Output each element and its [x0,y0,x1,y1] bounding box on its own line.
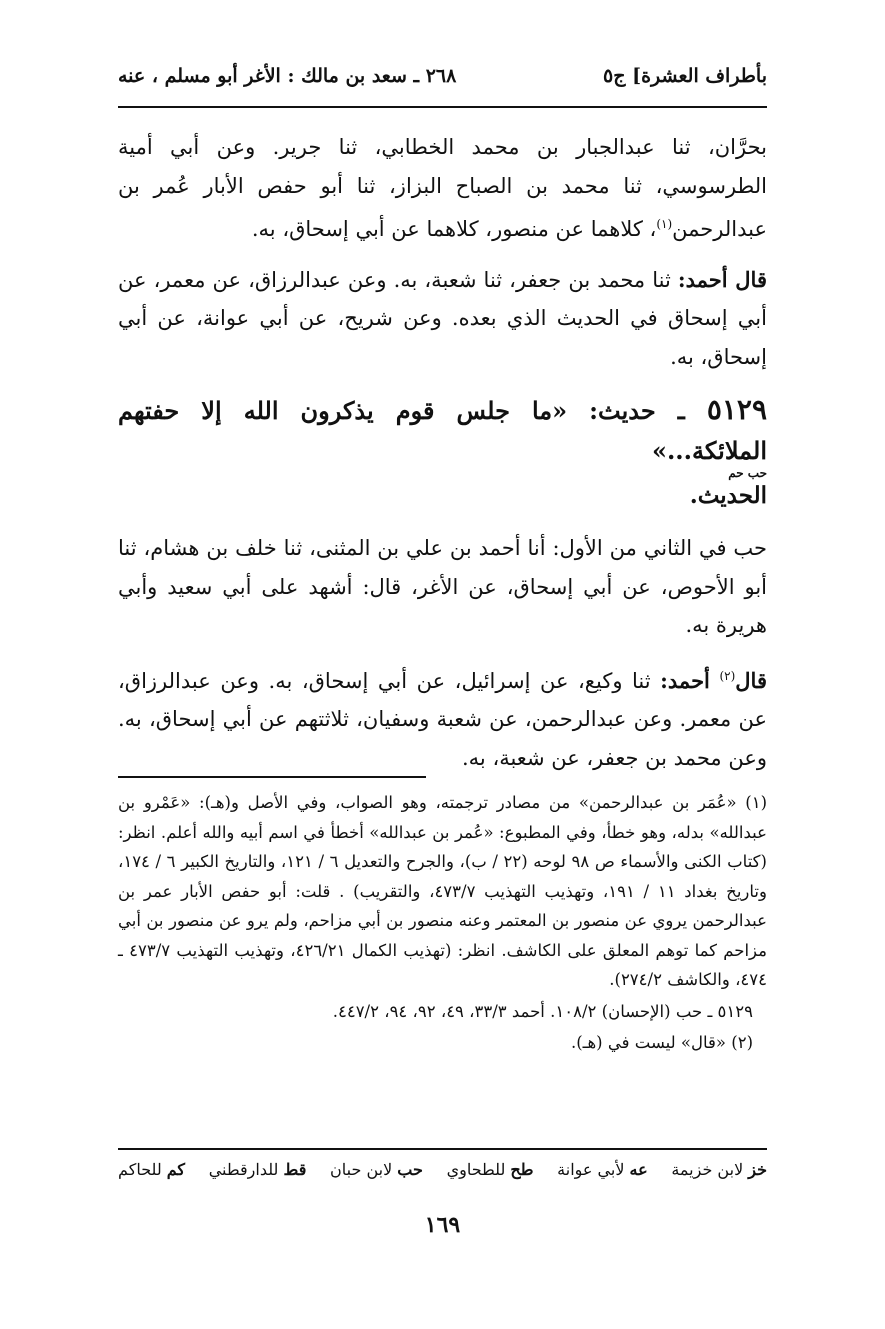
hadith-heading [118,390,767,471]
main-text [118,128,767,789]
abbr-item: طح للطحاوي [446,1160,534,1179]
abbr-item: عه لأبي عوانة [557,1160,648,1179]
header-book-title: بأطراف العشرة] ج٥ [603,65,767,87]
paragraph-2: قال أحمد: ثنا محمد بن جعفر، ثنا شعبة، به. وعن عبدالرزاق، عن معمر، عن أبي إسحاق في الحديث الذي بعده. وعن شريح، عن أبي عوانة، عن أبي إسحاق، به. [118,266,767,369]
page-number: ١٦٩ [424,1212,461,1238]
hadith-tail: الحديث. [689,482,767,509]
header-rule [118,106,767,108]
paragraph-3: حب في الثاني من الأول: أنا أحمد بن علي بن المثنى، ثنا خلف بن هشام، ثنا أبو الأحوص، عن أبي إسحاق، عن الأغر، قال: أشهد على أبي سعيد وأبي هريرة به. [118,536,767,637]
footnote-marker-1[interactable]: (١) [656,217,673,231]
header-section-title: ٢٦٨ ـ سعد بن مالك : الأغر أبو مسلم ، عنه [118,65,457,87]
paragraph-4: قال$^{(٢)}$ أحمد: ثنا وكيع، عن إسرائيل، عن أبي إسحاق، به. وعن عبدالرزاق، عن معمر. وعن عبدالرحمن، عن شعبة وسفيان، ثلاثتهم عن أبي إسحاق، به. وعن محمد بن جعفر، عن شعبة، به. [118,667,767,770]
abbr-item: خز لابن خزيمة [671,1160,767,1179]
abbreviation-key [118,1160,767,1179]
running-header [118,50,767,102]
footnote-marker-2[interactable]: (٢) [719,668,736,683]
bottom-rule [118,1148,767,1150]
footnote-1: (١) «عُمَر بن عبدالرحمن» من مصادر ترجمته، وهو الصواب، وفي الأصل و(هـ): «عَمْرو بن عبدالله» بدله، وهو خطأ، وفي المطبوع: «عُمر بن عبدالله» أخطأ في اسم أبيه والله أعلم. انظر: (كتاب الكنى والأسماء ص ٩٨ لوحه (٢٢ / ب)، والجرح والتعديل ٦ / ١٢١، والتاريخ الكبير ٦ / ١٧٤، وتاريخ بغداد ١١ / ١٩١، وتهذيب التهذيب ٤٧٣/٧، والتقريب) . قلت: أبو حفص الأبار عمر بن عبدالرحمن يروي عن منصور بن المعتمر وعنه منصور بن أبي مزاحم، ولم يرو عن منصور بن أبي مزاحم كما توهم المعلق على الكاشف. انظر: (تهذيب الكمال ٤٢٦/٢١، وتهذيب التهذيب ٤٧٣/٧ ـ ٤٧٤، والكاشف ٢٧٤/٢). [118,793,767,989]
footnote-separator [118,776,426,778]
abbr-item: قط للدارقطني [208,1160,307,1179]
paragraph-1: بحرَّان، ثنا عبدالجبار بن محمد الخطابي، ثنا جرير. وعن أبي أمية الطرسوسي، ثنا محمد بن الصباح البزاز، ثنا أبو حفص الأبار عُمر بن عبدالرحمن$^{(١)}$، كلاهما عن منصور، كلاهما عن أبي إسحاق، به. [118,135,767,241]
footnotes [118,788,767,1060]
abbr-item: كم للحاكم [118,1160,186,1179]
abbr-item: حب لابن حبان [330,1160,423,1179]
hadith-sigla: حب حم [728,466,767,480]
footnote-2: (٢) «قال» ليست في (هـ). [570,1033,753,1052]
hadith-text: ـ حديث: «ما جلس قوم يذكرون الله إلا حفتهم الملائكة...» [118,396,767,465]
hadith-number: ٥١٢٩ [706,393,767,426]
footnote-reference: ٥١٢٩ ـ حب (الإحسان) ١٠٨/٢. أحمد ٣٣/٣، ٤٩، ٩٢، ٩٤، ٤٤٧/٢. [332,1001,753,1021]
